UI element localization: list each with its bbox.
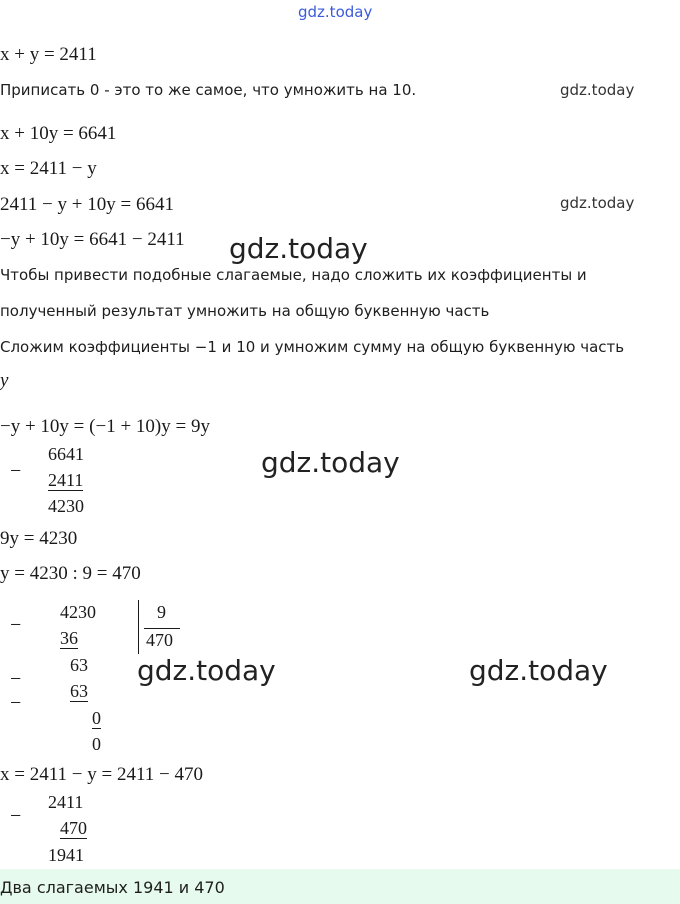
answer-bar	[0, 869, 680, 904]
division-step: 36	[60, 628, 78, 648]
divisor: 9	[157, 602, 166, 622]
equation-line: 2411 − y + 10y = 6641	[0, 194, 174, 215]
note-line: полученный результат умножить на общую буквенную часть	[0, 302, 490, 320]
difference: 1941	[48, 845, 84, 865]
minuend: 2411	[48, 792, 84, 812]
division-step: 0	[92, 734, 101, 754]
note-line: Чтобы привести подобные слагаемые, надо сложить их коэффициенты и	[0, 266, 587, 284]
division-bar	[138, 600, 139, 654]
equation-line: 9y = 4230	[0, 528, 78, 549]
minus-sign: −	[10, 614, 22, 636]
division-step: 63	[70, 681, 88, 701]
division-remainder: 63	[70, 655, 88, 675]
watermark-small: gdz.today	[560, 194, 635, 212]
note-line: Приписать 0 - это то же самое, что умножить на 10.	[0, 81, 417, 99]
equation-line: y = 4230 : 9 = 470	[0, 563, 141, 584]
watermark-big: gdz.today	[229, 232, 368, 265]
subtrahend: 2411	[48, 470, 84, 490]
equation-line: −y + 10y = (−1 + 10)y = 9y	[0, 416, 210, 437]
minus-sign: −	[10, 460, 22, 482]
subtrahend: 470	[60, 818, 87, 838]
difference: 4230	[48, 496, 84, 516]
division-remainder: 0	[92, 708, 101, 728]
divisor-line	[144, 628, 180, 629]
equation-line: x = 2411 − y = 2411 − 470	[0, 764, 203, 785]
equation-line: x + y = 2411	[0, 44, 97, 65]
minuend: 6641	[48, 444, 84, 464]
dividend: 4230	[60, 602, 96, 622]
quotient: 470	[146, 630, 173, 650]
equation-line: x = 2411 − y	[0, 158, 97, 179]
minus-sign: −	[10, 668, 22, 690]
equation-line: −y + 10y = 6641 − 2411	[0, 229, 185, 250]
answer-text: Два слагаемых 1941 и 470	[0, 878, 225, 897]
note-line: Сложим коэффициенты −1 и 10 и умножим сумму на общую буквенную часть	[0, 338, 625, 356]
watermark-big: gdz.today	[469, 654, 608, 687]
minus-sign: −	[10, 805, 22, 827]
watermark-big: gdz.today	[261, 446, 400, 479]
watermark-big: gdz.today	[137, 654, 276, 687]
minus-sign: −	[10, 692, 22, 714]
watermark-small: gdz.today	[560, 81, 635, 99]
equation-line: x + 10y = 6641	[0, 123, 117, 144]
watermark-top: gdz.today	[298, 3, 373, 21]
note-line: y	[0, 370, 9, 391]
